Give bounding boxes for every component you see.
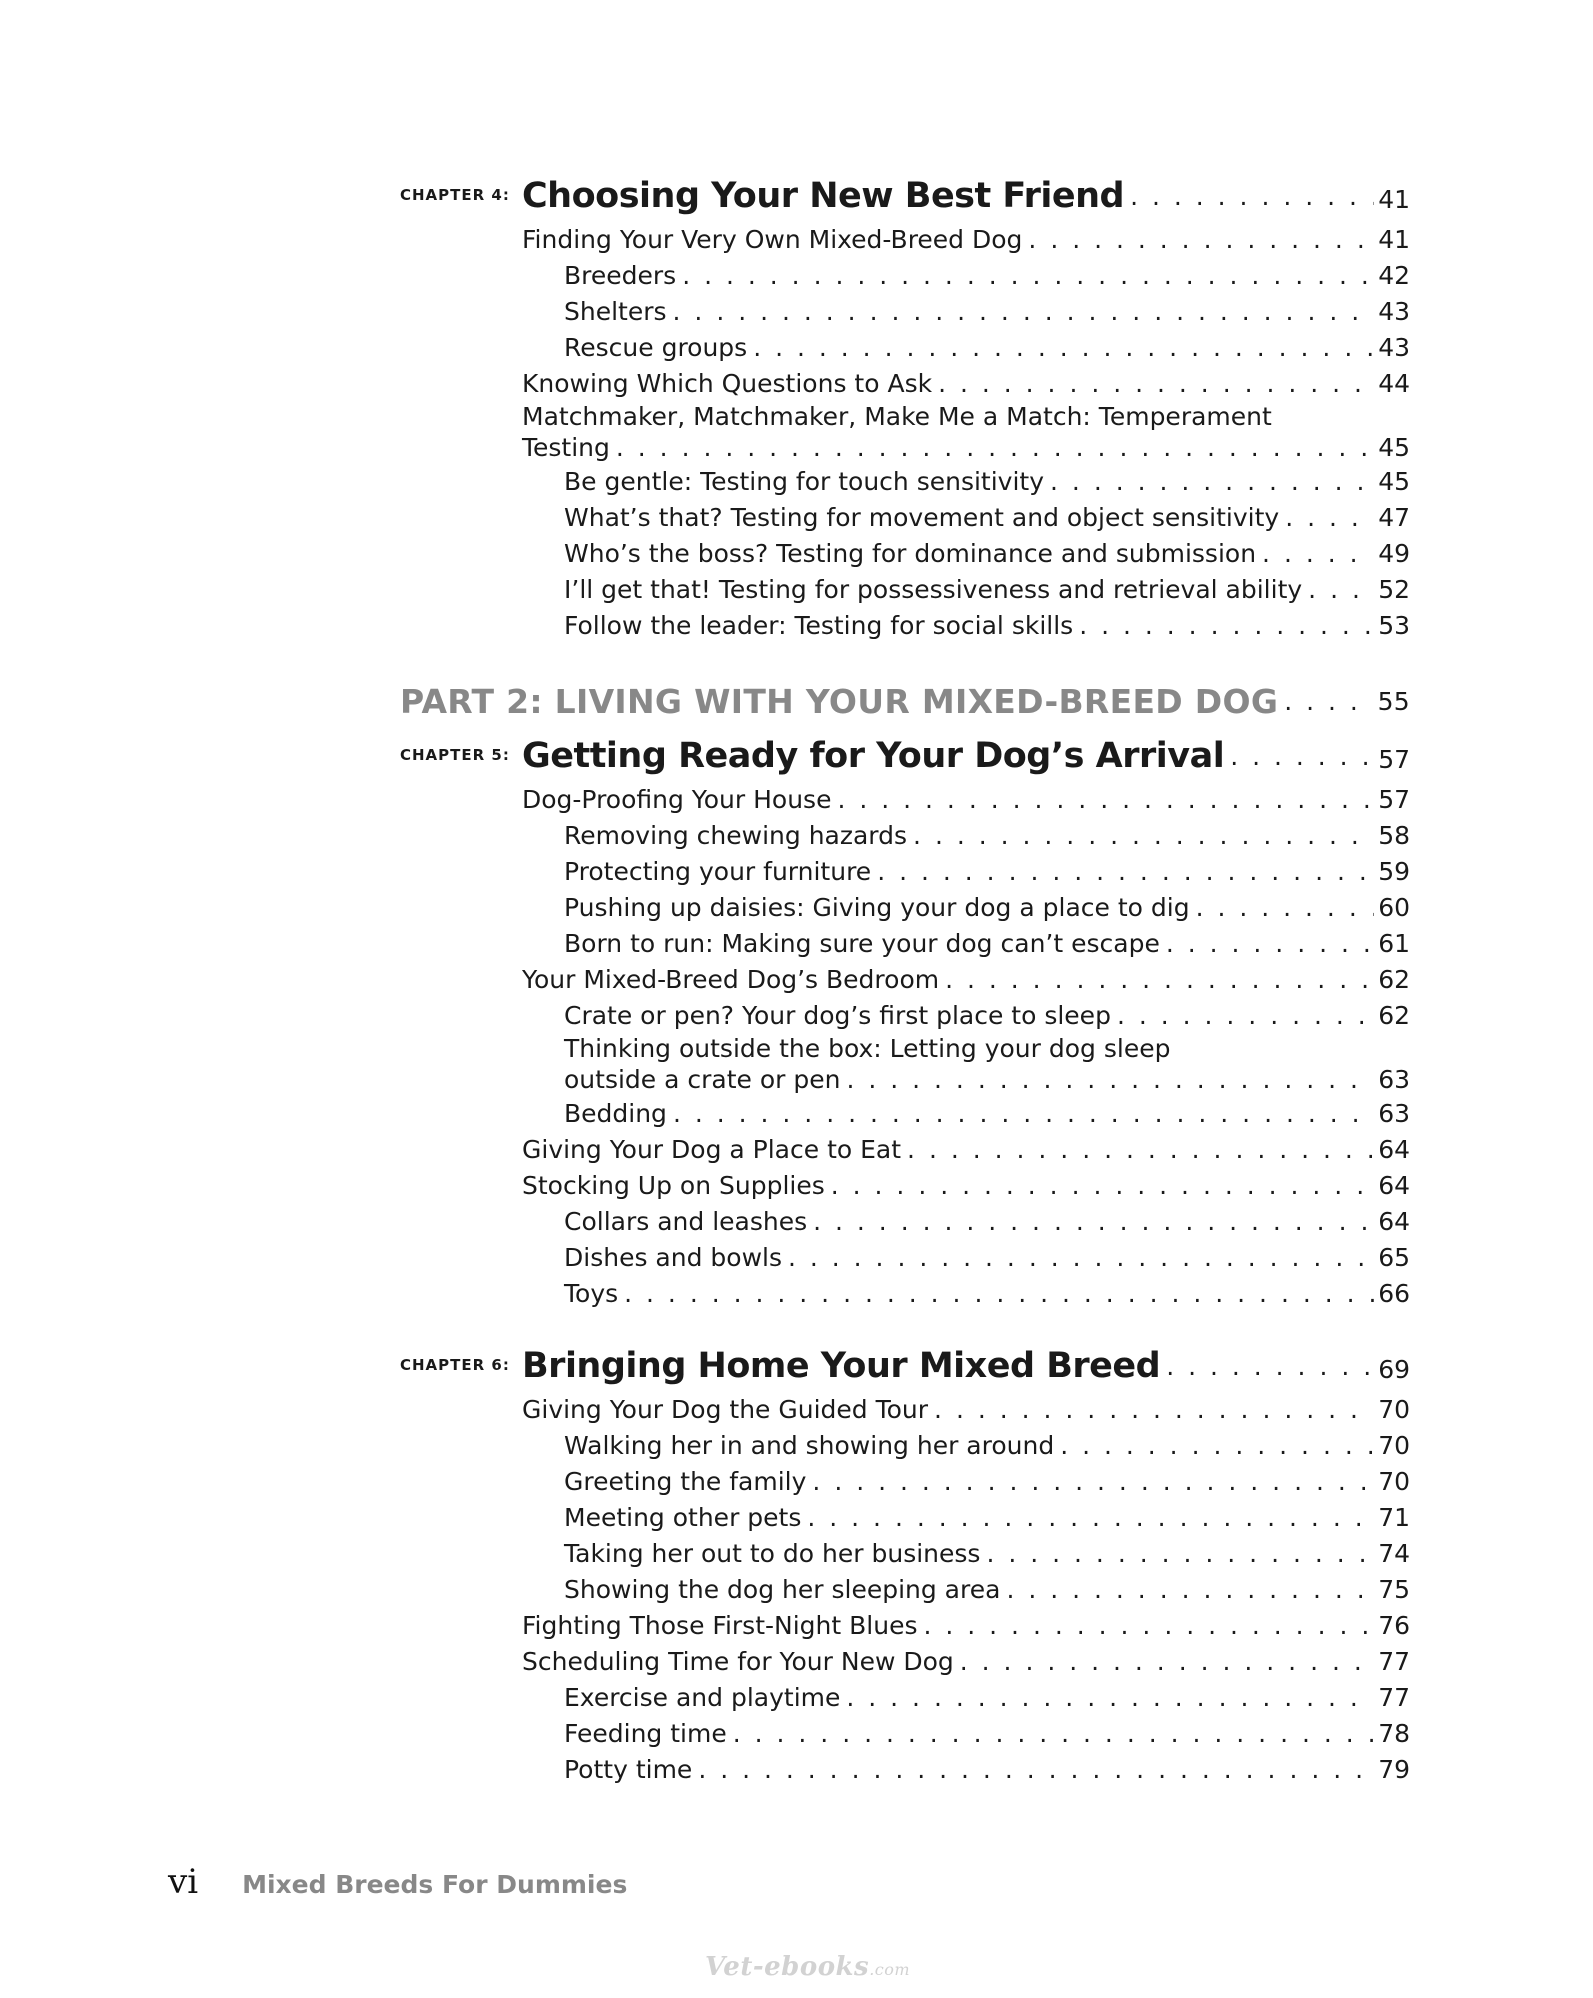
part-2-heading[interactable] — [400, 672, 1410, 730]
leader-dots — [837, 782, 1374, 818]
entry-label: What’s that? Testing for movement and object sensitivity — [564, 503, 1280, 532]
toc-subsection-entry[interactable] — [564, 500, 1410, 536]
toc-subsection-entry[interactable] — [564, 854, 1410, 890]
entry-label: Bedding — [564, 1099, 667, 1128]
leader-dots — [923, 1608, 1374, 1644]
entry-label-line-2: outside a crate or pen — [564, 1065, 841, 1094]
leader-dots — [1262, 536, 1374, 572]
toc-subsection-entry[interactable] — [564, 1536, 1410, 1572]
entry-label: Protecting your furniture — [564, 857, 872, 886]
entry-label: Fighting Those First-Night Blues — [522, 1611, 918, 1640]
leader-dots — [753, 330, 1374, 366]
toc-section-entry[interactable] — [522, 962, 1410, 998]
leader-dots — [938, 366, 1374, 402]
entry-label: Giving Your Dog a Place to Eat — [522, 1135, 902, 1164]
page-number: 77 — [1378, 1647, 1410, 1676]
page-number: 78 — [1378, 1719, 1410, 1748]
page-number: 71 — [1378, 1503, 1410, 1532]
leader-dots — [1028, 222, 1374, 258]
leader-dots — [1079, 608, 1374, 644]
entry-label: Meeting other pets — [564, 1503, 802, 1532]
toc-section-entry[interactable] — [522, 1608, 1410, 1644]
entry-label: Rescue groups — [564, 333, 748, 362]
entry-label: Showing the dog her sleeping area — [564, 1575, 1001, 1604]
entry-label: Knowing Which Questions to Ask — [522, 369, 933, 398]
page-number: 60 — [1378, 893, 1410, 922]
entry-label: Toys — [564, 1279, 619, 1308]
page-number: 65 — [1378, 1243, 1410, 1272]
entry-label: Stocking Up on Supplies — [522, 1171, 825, 1200]
table-of-contents — [400, 170, 1410, 1788]
chapter-tag: CHAPTER 6: — [400, 1356, 510, 1374]
page-number: 55 — [1377, 686, 1410, 716]
entry-label: Collars and leashes — [564, 1207, 808, 1236]
leader-dots — [1060, 1428, 1374, 1464]
toc-subsection-entry[interactable] — [564, 1240, 1410, 1276]
entry-label-line-2: Testing — [522, 433, 610, 462]
page-number: 64 — [1378, 1135, 1410, 1164]
toc-subsection-entry[interactable] — [564, 258, 1410, 294]
page-number: 74 — [1378, 1539, 1410, 1568]
watermark-suffix: .com — [869, 1960, 911, 1979]
chapter-4-heading[interactable] — [400, 170, 1410, 222]
toc-subsection-entry[interactable] — [564, 1464, 1410, 1500]
chapter-6-heading[interactable] — [400, 1340, 1410, 1392]
leader-dots — [682, 258, 1374, 294]
entry-label: Your Mixed-Breed Dog’s Bedroom — [522, 965, 940, 994]
toc-subsection-entry[interactable] — [564, 818, 1410, 854]
folio: vi — [168, 1862, 199, 1902]
page-number: 70 — [1378, 1431, 1410, 1460]
leader-dots — [1050, 464, 1374, 500]
leader-dots — [813, 1204, 1374, 1240]
toc-section-entry[interactable] — [522, 1132, 1410, 1168]
toc-subsection-entry[interactable] — [564, 1572, 1410, 1608]
page-number: 69 — [1378, 1354, 1410, 1384]
entry-label: Walking her in and showing her around — [564, 1431, 1055, 1460]
chapter-tag: CHAPTER 5: — [400, 746, 510, 764]
watermark-logo — [705, 1952, 910, 1982]
page-footer — [168, 1862, 627, 1902]
page-number: 45 — [1378, 467, 1410, 496]
entry-label: Pushing up daisies: Giving your dog a place to dig — [564, 893, 1190, 922]
leader-dots — [1006, 1572, 1374, 1608]
leader-dots — [945, 962, 1374, 998]
page-number: 63 — [1378, 1099, 1410, 1128]
toc-subsection-entry[interactable] — [564, 1096, 1410, 1132]
page-number: 57 — [1378, 785, 1410, 814]
leader-dots — [913, 818, 1374, 854]
leader-dots — [698, 1752, 1374, 1788]
page-number: 42 — [1378, 261, 1410, 290]
toc-subsection-entry[interactable] — [564, 1752, 1410, 1788]
leader-dots — [1196, 890, 1374, 926]
toc-subsection-entry[interactable] — [564, 330, 1410, 366]
leader-dots — [1284, 687, 1374, 716]
leader-dots — [788, 1240, 1374, 1276]
toc-subsection-entry[interactable] — [564, 1204, 1410, 1240]
leader-dots — [1285, 500, 1374, 536]
leader-dots — [1130, 182, 1374, 211]
page-number: 62 — [1378, 965, 1410, 994]
page-number: 43 — [1378, 333, 1410, 362]
page-number: 79 — [1378, 1755, 1410, 1784]
leader-dots — [673, 294, 1374, 330]
toc-section-entry[interactable] — [522, 782, 1410, 818]
entry-label: Giving Your Dog the Guided Tour — [522, 1395, 929, 1424]
leader-dots — [624, 1276, 1374, 1312]
entry-label: Exercise and playtime — [564, 1683, 841, 1712]
page-number: 64 — [1378, 1171, 1410, 1200]
toc-subsection-entry[interactable] — [564, 890, 1410, 926]
page-number: 52 — [1378, 575, 1410, 604]
toc-subsection-entry[interactable] — [564, 1680, 1410, 1716]
toc-section-entry[interactable] — [522, 1168, 1410, 1204]
entry-label: Born to run: Making sure your dog can’t escape — [564, 929, 1160, 958]
leader-dots — [986, 1536, 1374, 1572]
chapter-title: Choosing Your New Best Friend — [522, 176, 1125, 216]
leader-dots — [1308, 572, 1374, 608]
page-number: 58 — [1378, 821, 1410, 850]
leader-dots — [733, 1716, 1374, 1752]
entry-label: Greeting the family — [564, 1467, 807, 1496]
leader-dots — [907, 1132, 1374, 1168]
page-number: 57 — [1378, 744, 1410, 774]
entry-label: Taking her out to do her business — [564, 1539, 981, 1568]
page-number: 45 — [1378, 433, 1410, 462]
chapter-title: Getting Ready for Your Dog’s Arrival — [522, 736, 1225, 776]
leader-dots — [1166, 1352, 1374, 1381]
leader-dots — [1230, 742, 1374, 771]
leader-dots — [1117, 998, 1374, 1034]
leader-dots — [934, 1392, 1374, 1428]
running-title: Mixed Breeds For Dummies — [242, 1870, 628, 1899]
toc-entry-wrapped[interactable] — [564, 1034, 1410, 1096]
toc-subsection-entry[interactable] — [564, 608, 1410, 644]
page-number: 76 — [1378, 1611, 1410, 1640]
leader-dots — [616, 432, 1374, 464]
page-number: 77 — [1378, 1683, 1410, 1712]
toc-section-entry[interactable] — [522, 222, 1410, 258]
entry-label: Potty time — [564, 1755, 693, 1784]
page-number: 63 — [1378, 1065, 1410, 1094]
toc-section-entry[interactable] — [522, 366, 1410, 402]
toc-subsection-entry[interactable] — [564, 1428, 1410, 1464]
page-number: 41 — [1378, 225, 1410, 254]
leader-dots — [846, 1064, 1374, 1096]
entry-label: Removing chewing hazards — [564, 821, 908, 850]
page-number: 59 — [1378, 857, 1410, 886]
toc-subsection-entry[interactable] — [564, 926, 1410, 962]
part-title: PART 2: LIVING WITH YOUR MIXED-BREED DOG — [400, 681, 1279, 721]
entry-label: Shelters — [564, 297, 667, 326]
page-number: 53 — [1378, 611, 1410, 640]
leader-dots — [812, 1464, 1374, 1500]
toc-subsection-entry[interactable] — [564, 1276, 1410, 1312]
page-number: 41 — [1378, 184, 1410, 214]
entry-label: Finding Your Very Own Mixed-Breed Dog — [522, 225, 1023, 254]
toc-subsection-entry[interactable] — [564, 1716, 1410, 1752]
entry-label: Follow the leader: Testing for social skills — [564, 611, 1074, 640]
page-number: 64 — [1378, 1207, 1410, 1236]
entry-label-line-1: Thinking outside the box: Letting your dog sleep — [564, 1034, 1171, 1063]
entry-label: Who’s the boss? Testing for dominance and submission — [564, 539, 1257, 568]
toc-subsection-entry[interactable] — [564, 1500, 1410, 1536]
entry-label: Dog-Proofing Your House — [522, 785, 832, 814]
page-number: 44 — [1378, 369, 1410, 398]
entry-label: Dishes and bowls — [564, 1243, 782, 1272]
entry-label: Scheduling Time for Your New Dog — [522, 1647, 954, 1676]
toc-section-entry[interactable] — [522, 1392, 1410, 1428]
page-number: 62 — [1378, 1001, 1410, 1030]
entry-label: Feeding time — [564, 1719, 727, 1748]
leader-dots — [1166, 926, 1374, 962]
entry-label: Breeders — [564, 261, 677, 290]
chapter-tag: CHAPTER 4: — [400, 186, 510, 204]
leader-dots — [673, 1096, 1374, 1132]
leader-dots — [877, 854, 1374, 890]
leader-dots — [831, 1168, 1374, 1204]
leader-dots — [960, 1644, 1374, 1680]
chapter-5-heading[interactable] — [400, 730, 1410, 782]
page-number: 66 — [1378, 1279, 1410, 1308]
toc-entry-wrapped[interactable] — [522, 402, 1410, 464]
page-number: 70 — [1378, 1467, 1410, 1496]
page-number: 70 — [1378, 1395, 1410, 1424]
chapter-title: Bringing Home Your Mixed Breed — [522, 1346, 1161, 1386]
page-number: 61 — [1378, 929, 1410, 958]
page-number: 47 — [1378, 503, 1410, 532]
toc-subsection-entry[interactable] — [564, 998, 1410, 1034]
entry-label: I’ll get that! Testing for possessiveness and retrieval ability — [564, 575, 1303, 604]
toc-subsection-entry[interactable] — [564, 294, 1410, 330]
toc-subsection-entry[interactable] — [564, 464, 1410, 500]
toc-section-entry[interactable] — [522, 1644, 1410, 1680]
entry-label: Be gentle: Testing for touch sensitivity — [564, 467, 1045, 496]
leader-dots — [807, 1500, 1374, 1536]
entry-label-line-1: Matchmaker, Matchmaker, Make Me a Match: Temperament — [522, 402, 1272, 431]
page-number: 49 — [1378, 539, 1410, 568]
page-number: 43 — [1378, 297, 1410, 326]
watermark-text: Vet-ebooks — [705, 1952, 870, 1982]
page-number: 75 — [1378, 1575, 1410, 1604]
entry-label: Crate or pen? Your dog’s first place to sleep — [564, 1001, 1111, 1030]
leader-dots — [846, 1680, 1374, 1716]
toc-subsection-entry[interactable] — [564, 536, 1410, 572]
toc-subsection-entry[interactable] — [564, 572, 1410, 608]
